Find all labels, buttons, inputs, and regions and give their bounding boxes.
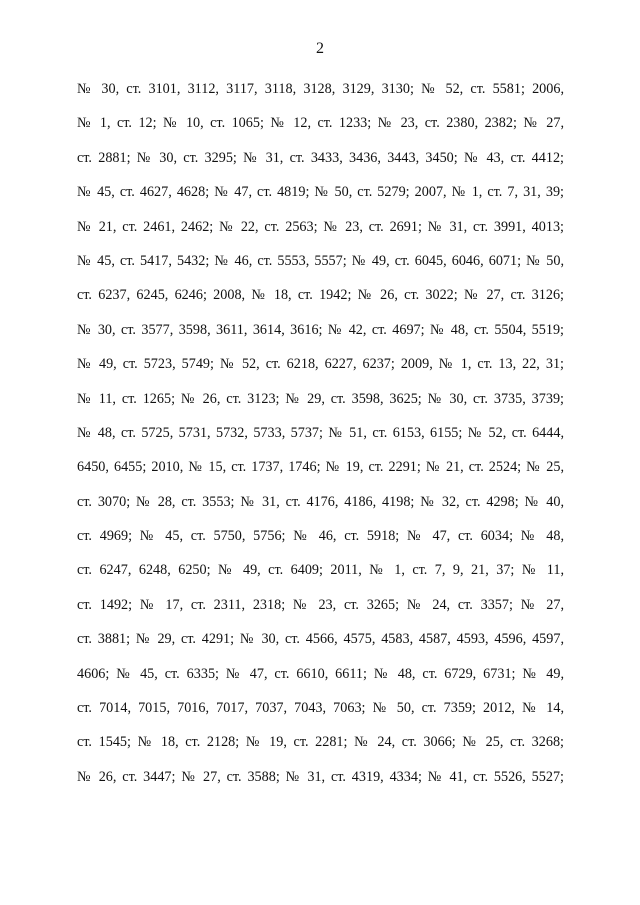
text-line: № 48, ст. 5725, 5731, 5732, 5733, 5737; № 51, ст. 6153, 6155; № 52, ст. 6444, — [77, 424, 564, 441]
text-line: № 45, ст. 4627, 4628; № 47, ст. 4819; № 50, ст. 5279; 2007, № 1, ст. 7, 31, 39; — [77, 184, 564, 201]
text-line: № 21, ст. 2461, 2462; № 22, ст. 2563; № 23, ст. 2691; № 31, ст. 3991, 4013; — [77, 218, 564, 235]
text-line: № 1, ст. 12; № 10, ст. 1065; № 12, ст. 1233; № 23, ст. 2380, 2382; № 27, — [77, 115, 564, 132]
text-line: ст. 1545; № 18, ст. 2128; № 19, ст. 2281; № 24, ст. 3066; № 25, ст. 3268; — [77, 734, 564, 751]
text-line: ст. 7014, 7015, 7016, 7017, 7037, 7043, 7063; № 50, ст. 7359; 2012, № 14, — [77, 700, 564, 717]
text-line: 4606; № 45, ст. 6335; № 47, ст. 6610, 6611; № 48, ст. 6729, 6731; № 49, — [77, 665, 564, 682]
text-line: № 26, ст. 3447; № 27, ст. 3588; № 31, ст. 4319, 4334; № 41, ст. 5526, 5527; — [77, 768, 564, 785]
text-line: ст. 6247, 6248, 6250; № 49, ст. 6409; 2011, № 1, ст. 7, 9, 21, 37; № 11, — [77, 562, 564, 579]
text-line: ст. 1492; № 17, ст. 2311, 2318; № 23, ст. 3265; № 24, ст. 3357; № 27, — [77, 596, 564, 613]
text-line: ст. 4969; № 45, ст. 5750, 5756; № 46, ст. 5918; № 47, ст. 6034; № 48, — [77, 528, 564, 545]
text-line: ст. 3070; № 28, ст. 3553; № 31, ст. 4176, 4186, 4198; № 32, ст. 4298; № 40, — [77, 493, 564, 510]
text-line: № 45, ст. 5417, 5432; № 46, ст. 5553, 5557; № 49, ст. 6045, 6046, 6071; № 50, — [77, 252, 564, 269]
text-line: № 30, ст. 3101, 3112, 3117, 3118, 3128, 3129, 3130; № 52, ст. 5581; 2006, — [77, 81, 564, 97]
text-line: № 11, ст. 1265; № 26, ст. 3123; № 29, ст. 3598, 3625; № 30, ст. 3735, 3739; — [77, 390, 564, 407]
text-line: ст. 2881; № 30, ст. 3295; № 31, ст. 3433, 3436, 3443, 3450; № 43, ст. 4412; — [77, 149, 564, 166]
text-line: № 30, ст. 3577, 3598, 3611, 3614, 3616; № 42, ст. 4697; № 48, ст. 5504, 5519; — [77, 321, 564, 338]
document-body — [77, 72, 564, 794]
text-line: 6450, 6455; 2010, № 15, ст. 1737, 1746; № 19, ст. 2291; № 21, ст. 2524; № 25, — [77, 459, 564, 476]
text-line: ст. 3881; № 29, ст. 4291; № 30, ст. 4566, 4575, 4583, 4587, 4593, 4596, 4597, — [77, 631, 564, 648]
text-line: ст. 6237, 6245, 6246; 2008, № 18, ст. 1942; № 26, ст. 3022; № 27, ст. 3126; — [77, 287, 564, 304]
text-line: № 49, ст. 5723, 5749; № 52, ст. 6218, 6227, 6237; 2009, № 1, ст. 13, 22, 31; — [77, 356, 564, 373]
page-number: 2 — [316, 40, 324, 57]
